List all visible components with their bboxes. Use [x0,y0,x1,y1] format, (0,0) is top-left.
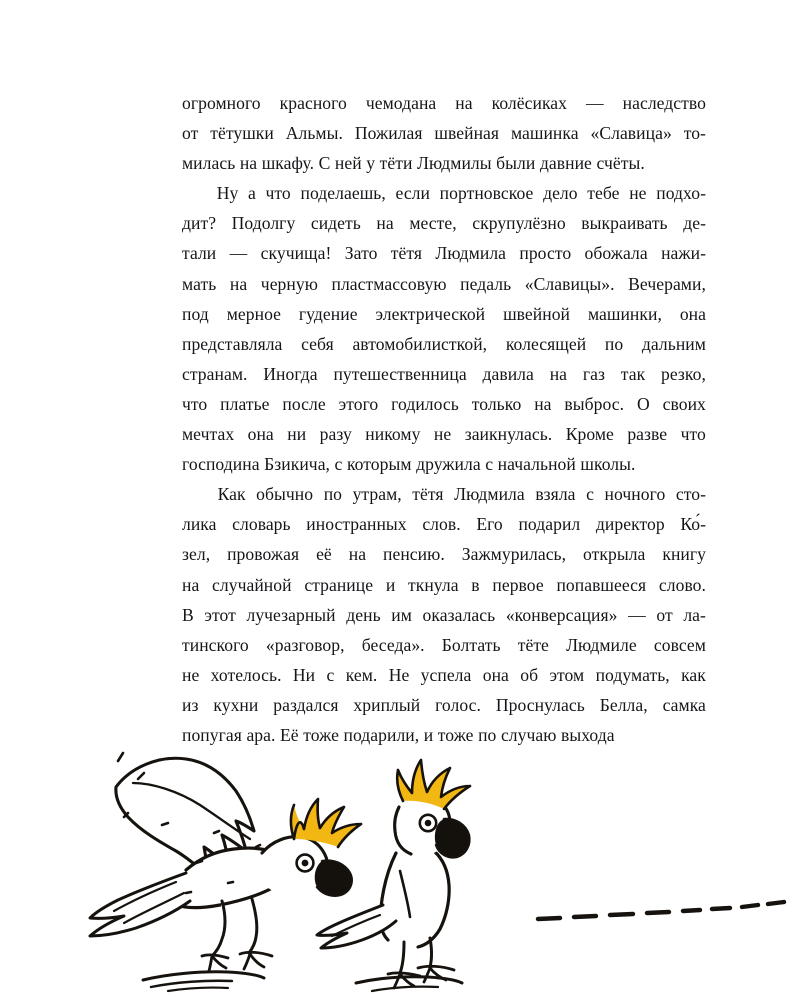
text-word: на [376,213,394,234]
text-word: лучезарный [246,604,336,625]
right-bird-leg-front-outline [430,938,432,967]
text-line [182,690,706,720]
text-word: слов. [422,514,461,535]
text-word: «конверсация» [505,604,618,625]
text-word: Людмила [435,243,507,264]
left-bird-pupil [302,860,309,867]
text-word: черную [260,273,318,294]
text-word: В [182,604,194,625]
text-word: швейной [503,303,571,324]
paragraph-2 [182,178,706,479]
text-word: тали [182,243,217,264]
text-line [182,359,706,389]
text-word: а [247,183,256,204]
left-bird-foot-front [240,952,272,969]
text-word: Людмиле [566,634,637,655]
text-word: открыла [583,544,646,565]
text-word: ночного [604,484,666,505]
text-word: огромного [182,93,261,113]
text-word: она [679,303,706,324]
text-word: совсем [653,634,706,655]
text-word: что [265,183,291,204]
text-word: самка [662,694,706,715]
text-word: швейная [434,123,500,144]
text-line [182,539,706,569]
text-word: им [391,604,412,625]
text-line [182,600,706,630]
text-word: выкраивать [581,213,668,234]
text-word: Пожилая [354,123,423,144]
text-word: своих [662,393,706,414]
text-word: Болтать [441,634,501,655]
paragraph-1 [182,88,706,178]
body-text-block [182,88,706,750]
text-word: от [656,604,673,625]
text-word: Как [217,484,246,505]
text-word: машинки, [587,303,662,324]
text-word: она [482,664,509,685]
text-line [182,570,706,600]
text-word: ни [287,424,307,445]
text-word: хриплый [353,694,421,715]
text-word: от [182,123,199,144]
text-word: де- [683,213,706,234]
text-word: дальним [641,333,706,354]
text-word: представляла [182,333,283,354]
text-word: О [636,393,650,414]
text-word: беседа». [361,634,425,655]
text-word: обожала [584,243,648,264]
text-word: чемодана [365,93,437,113]
text-word: слово. [658,574,706,595]
text-word: «Славица» [590,123,672,144]
text-line [182,329,706,359]
cockatoo-left [90,753,361,1000]
text-line [182,509,706,539]
text-word: Подолгу [231,213,296,234]
text-word: мать [182,273,217,294]
text-word: Зажмурилась, [461,544,567,565]
text-word: на [348,544,367,565]
text-word: дит? [182,213,217,234]
text-word: она [247,424,274,445]
text-word: — [229,243,248,264]
text-word: сидеть [310,213,361,234]
text-word: — [628,604,646,625]
text-line [182,88,706,118]
text-word: на [549,363,568,384]
text-word: книгу [662,544,706,565]
text-word: с [586,484,594,505]
text-word: месте, [409,213,457,234]
text-word: в [471,574,480,595]
text-word: годилось [391,393,459,414]
text-word: тёте [517,634,549,655]
text-word: мечтах [182,424,235,445]
text-word: на [455,93,473,113]
paragraph-indent [182,178,207,208]
text-line [182,479,706,509]
text-word: успела [420,664,472,685]
text-word: её [316,544,332,565]
text-word: не [182,664,200,685]
text-word: — [585,93,604,113]
text-line: милась на шкафу. С ней у тёти Людмилы были давние счёты. [182,153,645,174]
text-word: скрупулёзно [472,213,566,234]
text-word: после [282,393,326,414]
text-word: автомобилисткой, [352,333,488,354]
text-word: оказалась [422,604,496,625]
text-word: что [182,393,208,414]
text-word: давила [482,363,534,384]
text-word: тебе [587,183,620,204]
text-line [182,208,706,238]
text-line [182,299,706,329]
text-word: на [182,574,200,595]
text-word: Не [388,664,410,685]
text-word: то- [683,123,706,144]
text-word: платье [220,393,270,414]
right-bird-pupil [425,820,432,827]
text-line [182,238,706,268]
text-word: гудение [298,303,358,324]
text-word: странам. [182,363,248,384]
text-word: машинка [510,123,579,144]
text-word: под [182,303,209,324]
text-word: разу [319,424,352,445]
text-word: резко, [661,363,706,384]
left-bird-foot-rear [202,955,228,971]
text-word: пенсию. [383,544,445,565]
text-word: Иногда [263,363,318,384]
text-word: этот [204,604,236,625]
text-word: «Славицы». [524,273,615,294]
text-word: только [471,393,522,414]
text-word: скучища! [260,243,332,264]
text-word: так [620,363,646,384]
text-line [182,269,706,299]
text-word: просто [519,243,572,264]
left-bird-leg-front-outline [249,899,257,953]
text-word: Его [476,514,503,535]
text-word: Проснулась [495,694,585,715]
text-line [182,660,706,690]
text-line [182,118,706,148]
text-word: тётя [390,243,423,264]
text-word: иностранных [306,514,407,535]
text-word: из [182,694,199,715]
text-word: утрам, [352,484,402,505]
text-word: Ни [292,664,316,685]
text-line [182,419,706,449]
text-line [182,630,706,660]
text-word: разве [627,424,668,445]
text-word: пластмассовую [331,273,447,294]
text-word: «разговор, [265,634,345,655]
text-word: первое [492,574,544,595]
text-word: странице [304,574,374,595]
text-word: об [520,664,539,685]
text-word: Кроме [565,424,614,445]
text-word: красного [279,93,347,113]
text-word: педаль [460,273,512,294]
text-word: газ [582,363,605,384]
text-word: дело [543,183,578,204]
text-word: не [433,424,452,445]
text-word: Ко́- [680,514,706,535]
text-word: ла- [683,604,706,625]
text-word: словарь [232,514,291,535]
text-word: день [346,604,381,625]
text-word: нажи- [661,243,706,264]
text-word: мерное [226,303,281,324]
text-word: Зато [344,243,378,264]
text-word: Альмы. [285,123,343,144]
text-word: обычно [256,484,314,505]
text-word: по [323,484,342,505]
text-word: случайной [212,574,292,595]
text-word: поделаешь, [300,183,386,204]
text-word: колесящей [505,333,587,354]
text-word: как [681,664,706,685]
text-line: попугая ара. Её тоже подарили, и тоже по случаю выхода [182,724,615,745]
text-word: и [385,574,396,595]
text-word: с [326,664,335,685]
text-word: подхо- [656,183,706,204]
text-word: кухни [213,694,259,715]
text-word: если [395,183,430,204]
text-word: заикнулась. [464,424,553,445]
text-word: лика [182,514,217,535]
text-word: этом [549,664,585,685]
text-word: этого [338,393,379,414]
text-word: тинского [182,634,249,655]
text-word: зел, [182,544,211,565]
text-word: Ну [216,183,239,204]
text-word: раздался [273,694,339,715]
text-word: хотелось. [210,664,282,685]
text-word: портновское [439,183,534,204]
paragraph-indent [182,479,207,509]
text-word: что [680,424,706,445]
text-word: электрической [375,303,486,324]
text-word: тётя [412,484,444,505]
text-word: взяла [535,484,576,505]
ground-line-left [143,972,264,991]
text-word: сто- [675,484,706,505]
text-word: по [604,333,624,354]
text-word: тётушки [210,123,274,144]
text-word: провожая [227,544,300,565]
dashed-trail [538,902,784,919]
text-word: наследство [622,93,706,113]
text-word: ткнула [408,574,459,595]
text-word: Людмила [454,484,525,505]
text-word: голос. [435,694,481,715]
paragraph-3 [182,479,706,750]
text-word: колёсиках [491,93,567,113]
text-word: подумать, [595,664,670,685]
text-word: путешественница [333,363,467,384]
text-line [182,389,706,419]
text-word: выброс. [564,393,625,414]
text-word: подарил [518,514,581,535]
text-line [182,178,706,208]
text-word: кем. [345,664,378,685]
text-word: Белла, [599,694,648,715]
text-word: себя [301,333,334,354]
cockatoo-illustration [0,735,801,1000]
text-word: попавшееся [556,574,647,595]
text-word: на [534,393,552,414]
text-word: Вечерами, [628,273,706,294]
text-word: на [229,273,248,294]
text-word: директор [595,514,665,535]
text-line: господина Бзикича, с которым дружила с начальной школы. [182,454,636,475]
text-word: никому [365,424,421,445]
text-word: не [629,183,647,204]
